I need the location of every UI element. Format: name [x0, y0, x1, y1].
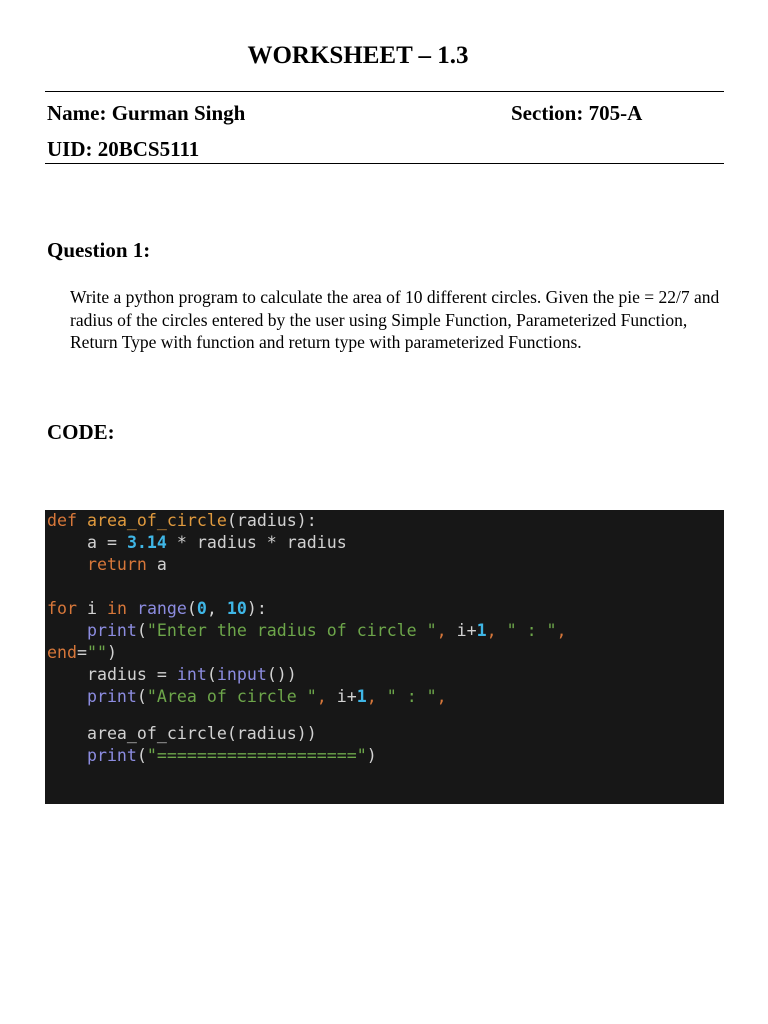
code-token: ,: [316, 687, 337, 706]
code-token: (radius):: [226, 511, 317, 530]
code-token: end: [47, 643, 77, 662]
student-name: Name: Gurman Singh: [47, 101, 246, 125]
code-token: ,: [436, 621, 457, 640]
code-token: 1: [356, 687, 367, 706]
code-token: a: [146, 555, 167, 574]
code-token: ()): [266, 665, 297, 684]
code-token: "": [86, 643, 107, 662]
code-token: (: [136, 687, 147, 706]
code-line: [47, 620, 567, 642]
code-token: i+: [336, 687, 357, 706]
student-section: Section: 705-A: [511, 101, 643, 125]
code-token: i+: [456, 621, 477, 640]
code-token: ,: [556, 621, 567, 640]
code-token: 10: [226, 599, 247, 618]
code-token: (: [186, 599, 197, 618]
code-token: * radius * radius: [166, 533, 347, 552]
code-line: [47, 664, 297, 686]
code-line: [47, 598, 267, 620]
code-token: " : ": [386, 687, 437, 706]
code-token: ,: [486, 621, 507, 640]
code-token: ,: [366, 687, 387, 706]
code-token: (: [206, 665, 217, 684]
code-token: in: [106, 599, 127, 618]
worksheet-title: WORKSHEET – 1.3: [247, 42, 469, 69]
code-line: [47, 510, 317, 532]
header-top-rule: [45, 91, 724, 92]
code-token: def: [47, 511, 87, 530]
code-line: [47, 745, 377, 767]
code-line: [47, 686, 447, 708]
code-token: radius =: [47, 665, 177, 684]
code-token: print: [47, 687, 137, 706]
code-token: (: [136, 746, 147, 765]
code-token: print: [47, 621, 137, 640]
code-token: i: [76, 599, 107, 618]
code-token: area_of_circle(radius)): [47, 724, 317, 743]
code-token: =: [76, 643, 87, 662]
code-token: for: [47, 599, 77, 618]
code-token: " : ": [506, 621, 557, 640]
code-token: 1: [476, 621, 487, 640]
code-token: area_of_circle: [86, 511, 227, 530]
code-token: "Enter the radius of circle ": [146, 621, 437, 640]
code-token: "====================": [146, 746, 367, 765]
code-token: input: [216, 665, 267, 684]
code-line: [47, 723, 317, 745]
header-bottom-rule: [45, 163, 724, 164]
code-token: [127, 599, 137, 618]
code-token: (: [136, 621, 147, 640]
code-token: int: [176, 665, 207, 684]
code-token: print: [47, 746, 137, 765]
code-line: [47, 554, 167, 576]
code-line: [47, 532, 347, 554]
code-heading: CODE:: [47, 420, 115, 444]
question-heading: Question 1:: [47, 238, 151, 262]
code-token: ,: [436, 687, 447, 706]
code-line: [47, 642, 117, 664]
code-token: return: [47, 555, 147, 574]
code-token: 0: [196, 599, 207, 618]
code-token: ): [366, 746, 377, 765]
code-token: range: [136, 599, 187, 618]
student-uid: UID: 20BCS5111: [47, 137, 200, 161]
code-block: [45, 510, 724, 804]
code-token: ,: [206, 599, 227, 618]
code-token: a =: [47, 533, 127, 552]
code-token: ):: [246, 599, 267, 618]
question-text: Write a python program to calculate the area of 10 different circles. Given the pie = 22/7 and radius of the circles entered by the user using Simple Function, Parameterized Function, Return Type with function and return type with parameterized Functions.: [70, 287, 720, 352]
code-token: 3.14: [126, 533, 167, 552]
code-token: ): [106, 643, 117, 662]
code-token: "Area of circle ": [146, 687, 317, 706]
